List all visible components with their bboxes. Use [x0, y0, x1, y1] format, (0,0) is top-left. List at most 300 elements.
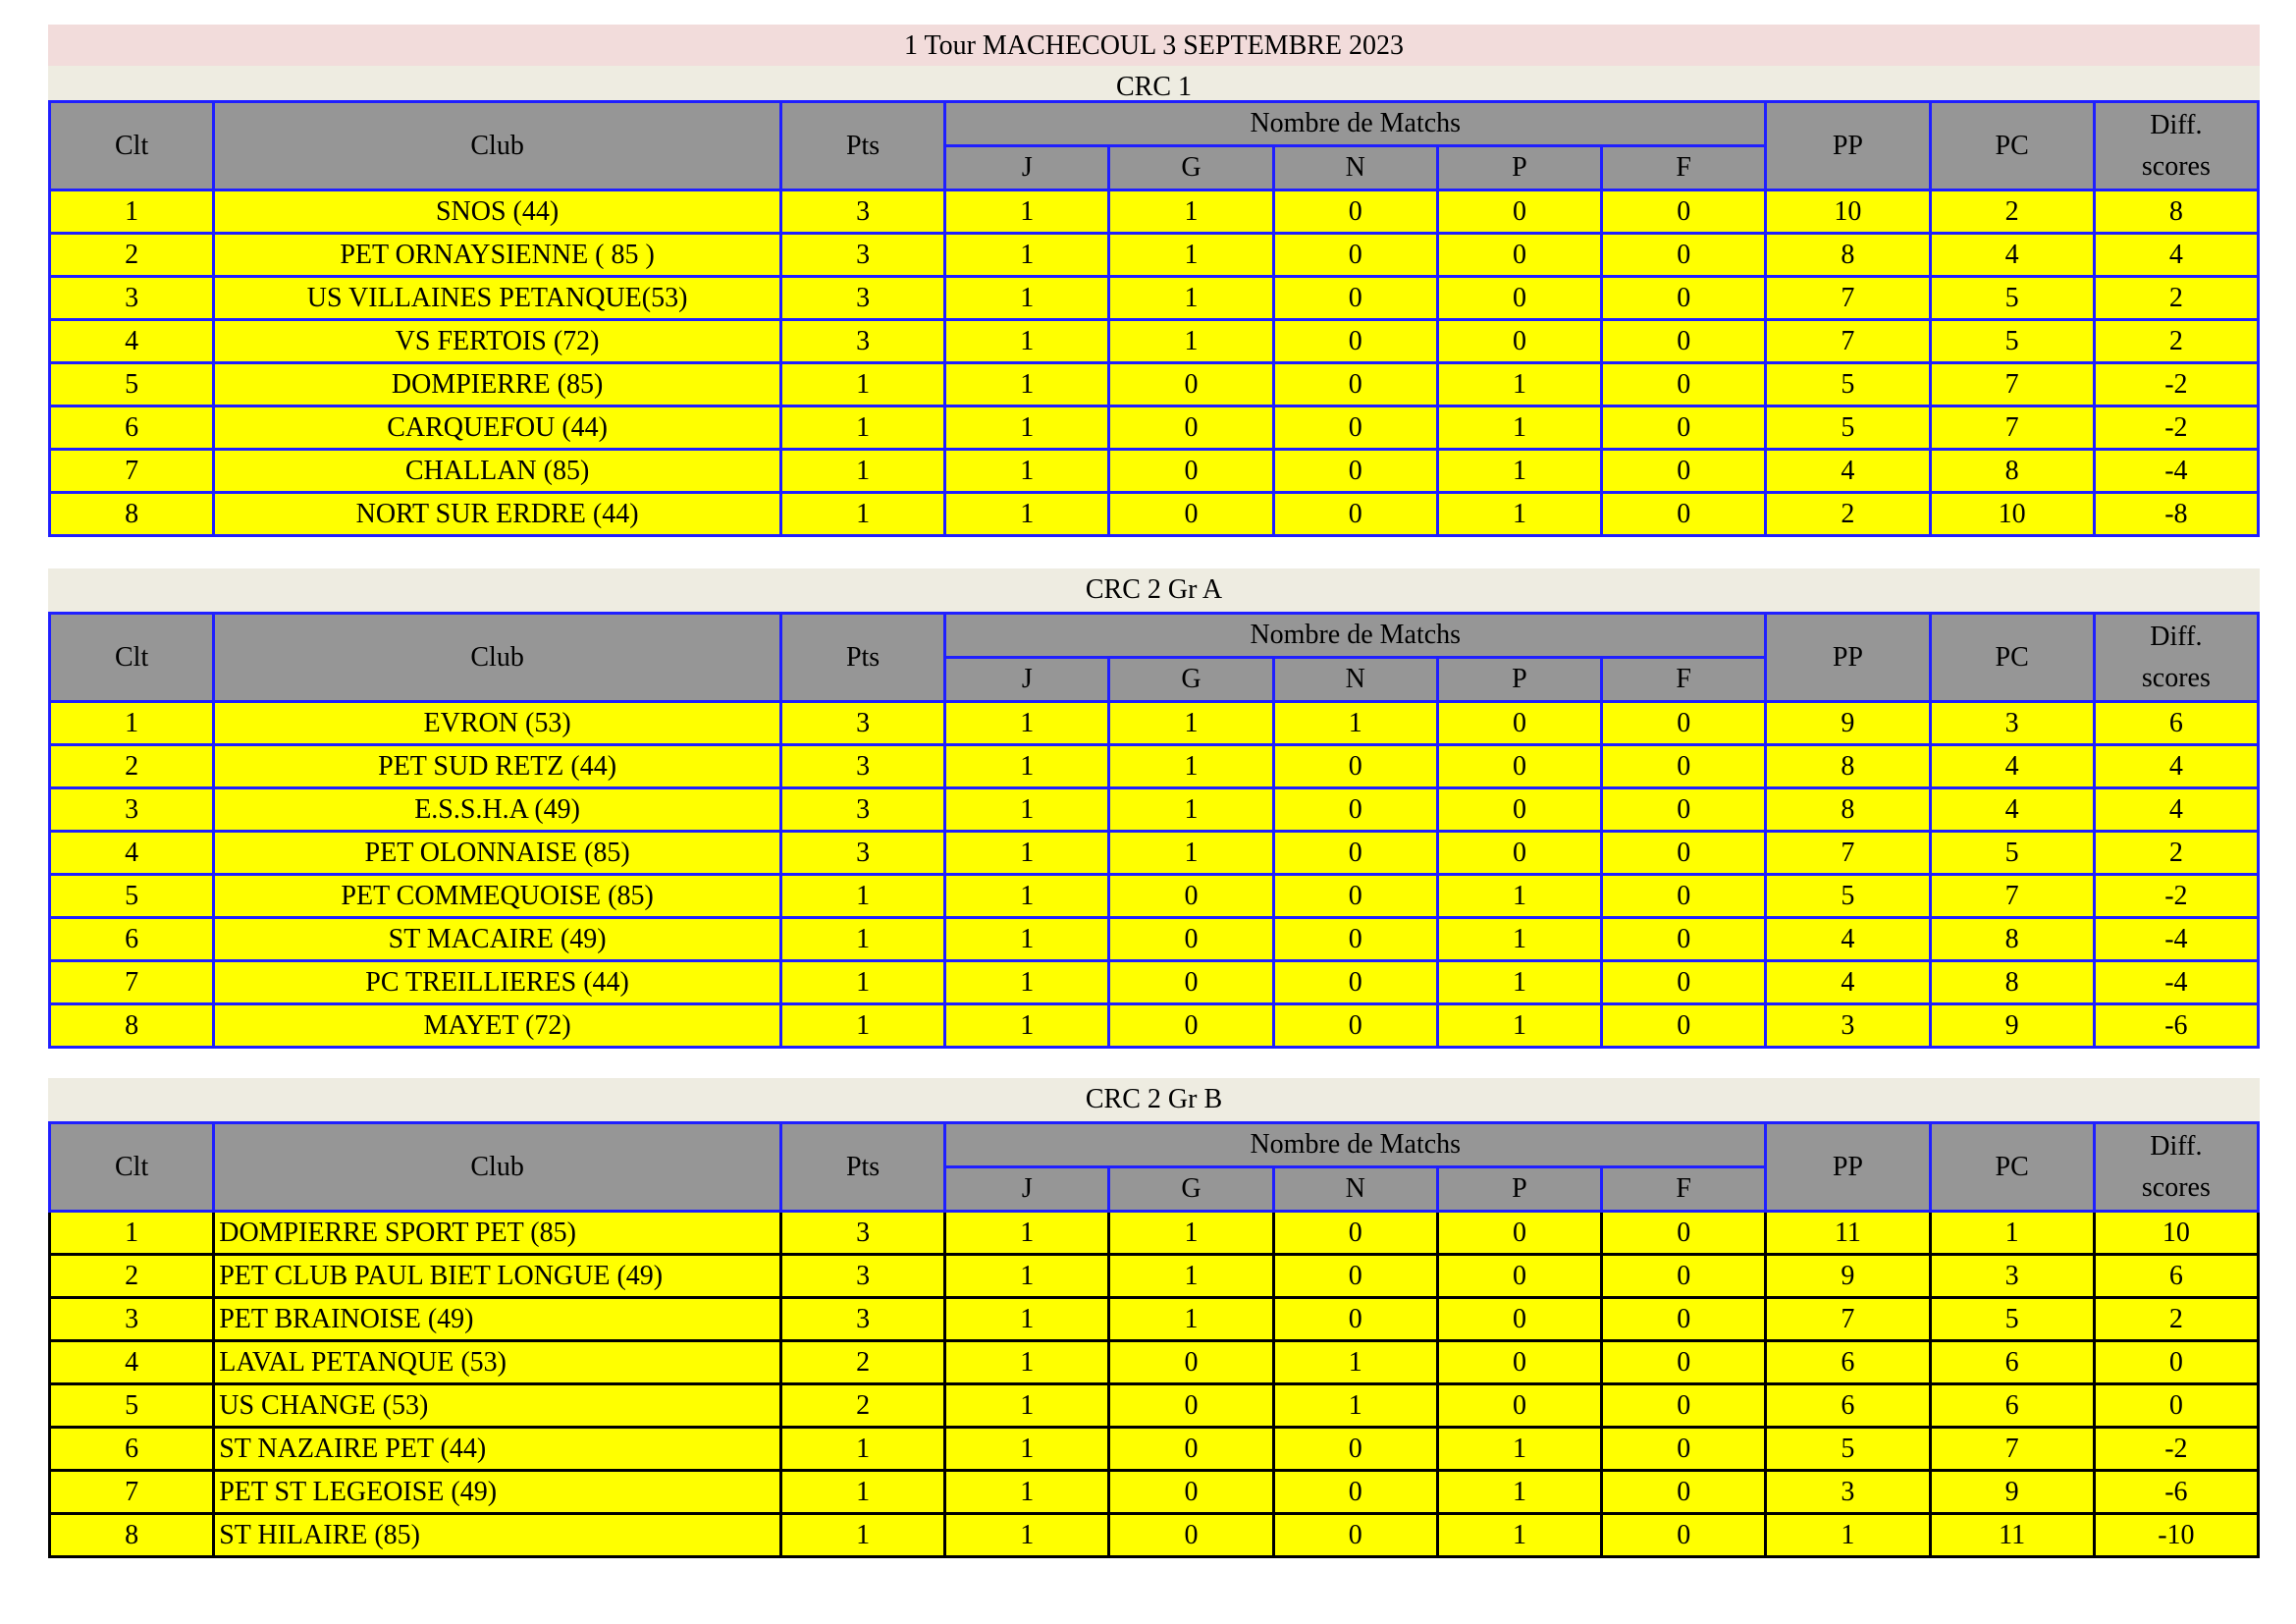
cell-f: 0 [1602, 190, 1766, 234]
table-row [50, 875, 2259, 918]
cell-diff: 4 [2094, 788, 2258, 832]
cell-pc: 4 [1930, 788, 2094, 832]
cell-pc: 9 [1930, 1471, 2094, 1514]
cell-p: 0 [1437, 1212, 1601, 1255]
col-header-diff-line2: scores [2141, 1171, 2211, 1203]
cell-pc: 6 [1930, 1341, 2094, 1384]
cell-pts: 3 [780, 745, 944, 788]
cell-g: 0 [1109, 1428, 1273, 1471]
col-header-n: N [1273, 146, 1437, 190]
cell-g: 1 [1109, 1212, 1273, 1255]
cell-club: NORT SUR ERDRE (44) [214, 493, 781, 536]
cell-diff: -10 [2094, 1514, 2258, 1557]
cell-diff: 2 [2094, 277, 2258, 320]
section-title-crc2-gr-b: CRC 2 Gr B [48, 1078, 2260, 1121]
table-row [50, 234, 2259, 277]
cell-j: 1 [945, 702, 1109, 745]
cell-pc: 9 [1930, 1004, 2094, 1048]
cell-pp: 5 [1766, 1428, 1930, 1471]
section-title-crc2-gr-a: CRC 2 Gr A [48, 568, 2260, 612]
cell-n: 0 [1273, 832, 1437, 875]
cell-clt: 8 [50, 493, 214, 536]
table-row [50, 1255, 2259, 1298]
cell-j: 1 [945, 1255, 1109, 1298]
cell-pc: 3 [1930, 702, 2094, 745]
table-row [50, 918, 2259, 961]
cell-pts: 1 [780, 450, 944, 493]
cell-f: 0 [1602, 702, 1766, 745]
cell-n: 0 [1273, 875, 1437, 918]
cell-p: 0 [1437, 234, 1601, 277]
cell-pp: 2 [1766, 493, 1930, 536]
cell-pc: 7 [1930, 875, 2094, 918]
cell-club: VS FERTOIS (72) [214, 320, 781, 363]
cell-clt: 1 [50, 702, 214, 745]
col-header-f: F [1602, 1167, 1766, 1212]
cell-clt: 3 [50, 1298, 214, 1341]
cell-pp: 6 [1766, 1341, 1930, 1384]
col-header-g: G [1109, 1167, 1273, 1212]
cell-club: ST NAZAIRE PET (44) [214, 1428, 781, 1471]
table-row [50, 702, 2259, 745]
cell-clt: 5 [50, 1384, 214, 1428]
cell-j: 1 [945, 277, 1109, 320]
cell-f: 0 [1602, 1255, 1766, 1298]
cell-j: 1 [945, 1341, 1109, 1384]
table-row [50, 277, 2259, 320]
cell-g: 1 [1109, 745, 1273, 788]
cell-clt: 2 [50, 745, 214, 788]
cell-pc: 11 [1930, 1514, 2094, 1557]
table-row [50, 832, 2259, 875]
cell-diff: -4 [2094, 450, 2258, 493]
cell-g: 0 [1109, 493, 1273, 536]
cell-clt: 3 [50, 788, 214, 832]
cell-p: 1 [1437, 363, 1601, 406]
cell-p: 0 [1437, 277, 1601, 320]
cell-club: PET BRAINOISE (49) [214, 1298, 781, 1341]
cell-club: EVRON (53) [214, 702, 781, 745]
cell-p: 0 [1437, 745, 1601, 788]
cell-club: PET CLUB PAUL BIET LONGUE (49) [214, 1255, 781, 1298]
table-row [50, 450, 2259, 493]
cell-n: 1 [1273, 1341, 1437, 1384]
cell-pts: 3 [780, 832, 944, 875]
cell-pp: 8 [1766, 788, 1930, 832]
col-header-n: N [1273, 658, 1437, 702]
col-header-pts: Pts [780, 102, 944, 190]
table-row [50, 1004, 2259, 1048]
cell-n: 0 [1273, 1004, 1437, 1048]
cell-n: 0 [1273, 745, 1437, 788]
cell-g: 1 [1109, 320, 1273, 363]
cell-pc: 8 [1930, 450, 2094, 493]
cell-clt: 7 [50, 450, 214, 493]
cell-j: 1 [945, 1298, 1109, 1341]
cell-pts: 3 [780, 1212, 944, 1255]
section-title-crc1: CRC 1 [48, 66, 2260, 109]
cell-pts: 1 [780, 1471, 944, 1514]
cell-club: DOMPIERRE SPORT PET (85) [214, 1212, 781, 1255]
cell-p: 0 [1437, 1341, 1601, 1384]
col-header-clt: Clt [50, 102, 214, 190]
cell-pc: 6 [1930, 1384, 2094, 1428]
cell-f: 0 [1602, 1428, 1766, 1471]
col-header-j: J [945, 658, 1109, 702]
standings-table-crc1 [48, 100, 2260, 537]
cell-pts: 1 [780, 961, 944, 1004]
col-header-diff-line2: scores [2141, 662, 2211, 693]
table-row [50, 493, 2259, 536]
cell-pts: 1 [780, 875, 944, 918]
cell-p: 1 [1437, 1471, 1601, 1514]
cell-g: 1 [1109, 788, 1273, 832]
cell-pts: 2 [780, 1384, 944, 1428]
cell-pp: 10 [1766, 190, 1930, 234]
cell-diff: -8 [2094, 493, 2258, 536]
cell-f: 0 [1602, 1514, 1766, 1557]
cell-club: MAYET (72) [214, 1004, 781, 1048]
cell-n: 0 [1273, 450, 1437, 493]
col-header-matches: Nombre de Matchs [945, 614, 1766, 658]
cell-diff: -2 [2094, 406, 2258, 450]
cell-n: 0 [1273, 1298, 1437, 1341]
col-header-f: F [1602, 146, 1766, 190]
cell-f: 0 [1602, 320, 1766, 363]
cell-club: ST HILAIRE (85) [214, 1514, 781, 1557]
cell-p: 0 [1437, 702, 1601, 745]
cell-f: 0 [1602, 406, 1766, 450]
table-row [50, 363, 2259, 406]
cell-club: PET SUD RETZ (44) [214, 745, 781, 788]
cell-pc: 7 [1930, 406, 2094, 450]
cell-f: 0 [1602, 961, 1766, 1004]
cell-pp: 4 [1766, 961, 1930, 1004]
cell-diff: 8 [2094, 190, 2258, 234]
cell-diff: 2 [2094, 1298, 2258, 1341]
cell-clt: 8 [50, 1004, 214, 1048]
cell-p: 0 [1437, 788, 1601, 832]
cell-pp: 5 [1766, 875, 1930, 918]
col-header-clt: Clt [50, 614, 214, 702]
cell-pp: 7 [1766, 832, 1930, 875]
col-header-club: Club [214, 1123, 781, 1212]
cell-pp: 6 [1766, 1384, 1930, 1428]
cell-pts: 3 [780, 702, 944, 745]
cell-pc: 5 [1930, 1298, 2094, 1341]
cell-pc: 7 [1930, 1428, 2094, 1471]
table-row [50, 1212, 2259, 1255]
cell-j: 1 [945, 1514, 1109, 1557]
col-header-diff [2094, 614, 2258, 702]
standings-table-crc2-gr-b [48, 1121, 2260, 1558]
cell-club: US VILLAINES PETANQUE(53) [214, 277, 781, 320]
cell-g: 1 [1109, 277, 1273, 320]
cell-f: 0 [1602, 277, 1766, 320]
standings-body-crc2-gr-b [50, 1212, 2259, 1557]
cell-pp: 7 [1766, 277, 1930, 320]
cell-club: PET COMMEQUOISE (85) [214, 875, 781, 918]
cell-diff: -6 [2094, 1004, 2258, 1048]
cell-n: 0 [1273, 320, 1437, 363]
cell-pts: 3 [780, 234, 944, 277]
col-header-clt: Clt [50, 1123, 214, 1212]
cell-g: 0 [1109, 1471, 1273, 1514]
table-row [50, 745, 2259, 788]
table-row [50, 961, 2259, 1004]
col-header-p: P [1437, 1167, 1601, 1212]
col-header-pp: PP [1766, 614, 1930, 702]
col-header-p: P [1437, 658, 1601, 702]
cell-pp: 5 [1766, 363, 1930, 406]
cell-j: 1 [945, 875, 1109, 918]
table-row [50, 320, 2259, 363]
cell-pp: 8 [1766, 234, 1930, 277]
cell-f: 0 [1602, 450, 1766, 493]
cell-pts: 1 [780, 1428, 944, 1471]
cell-pp: 8 [1766, 745, 1930, 788]
cell-pc: 4 [1930, 745, 2094, 788]
col-header-diff-line1: Diff. [2150, 1130, 2203, 1162]
cell-f: 0 [1602, 875, 1766, 918]
cell-f: 0 [1602, 234, 1766, 277]
cell-pts: 3 [780, 1298, 944, 1341]
cell-f: 0 [1602, 788, 1766, 832]
cell-pp: 3 [1766, 1471, 1930, 1514]
cell-p: 0 [1437, 1255, 1601, 1298]
cell-pp: 4 [1766, 918, 1930, 961]
cell-g: 0 [1109, 918, 1273, 961]
col-header-g: G [1109, 658, 1273, 702]
cell-clt: 6 [50, 918, 214, 961]
cell-f: 0 [1602, 918, 1766, 961]
cell-diff: -4 [2094, 961, 2258, 1004]
cell-pts: 1 [780, 1004, 944, 1048]
cell-j: 1 [945, 745, 1109, 788]
cell-j: 1 [945, 450, 1109, 493]
cell-p: 0 [1437, 832, 1601, 875]
cell-p: 1 [1437, 406, 1601, 450]
cell-f: 0 [1602, 493, 1766, 536]
cell-f: 0 [1602, 1341, 1766, 1384]
cell-pp: 9 [1766, 702, 1930, 745]
cell-pp: 4 [1766, 450, 1930, 493]
cell-clt: 2 [50, 1255, 214, 1298]
cell-diff: 6 [2094, 1255, 2258, 1298]
cell-p: 1 [1437, 961, 1601, 1004]
cell-diff: 4 [2094, 234, 2258, 277]
col-header-f: F [1602, 658, 1766, 702]
cell-club: SNOS (44) [214, 190, 781, 234]
cell-n: 1 [1273, 1384, 1437, 1428]
cell-diff: 0 [2094, 1384, 2258, 1428]
cell-g: 1 [1109, 190, 1273, 234]
cell-f: 0 [1602, 363, 1766, 406]
cell-club: E.S.S.H.A (49) [214, 788, 781, 832]
cell-pp: 1 [1766, 1514, 1930, 1557]
cell-g: 0 [1109, 875, 1273, 918]
cell-f: 0 [1602, 745, 1766, 788]
cell-j: 1 [945, 832, 1109, 875]
cell-clt: 6 [50, 1428, 214, 1471]
col-header-pc: PC [1930, 1123, 2094, 1212]
table-row [50, 1471, 2259, 1514]
standings-body-crc1 [50, 190, 2259, 536]
cell-j: 1 [945, 1471, 1109, 1514]
cell-club: DOMPIERRE (85) [214, 363, 781, 406]
cell-g: 1 [1109, 832, 1273, 875]
cell-club: CHALLAN (85) [214, 450, 781, 493]
col-header-pp: PP [1766, 102, 1930, 190]
cell-club: PC TREILLIERES (44) [214, 961, 781, 1004]
cell-club: LAVAL PETANQUE (53) [214, 1341, 781, 1384]
cell-g: 1 [1109, 1298, 1273, 1341]
cell-diff: 10 [2094, 1212, 2258, 1255]
cell-diff: 2 [2094, 832, 2258, 875]
cell-n: 0 [1273, 1471, 1437, 1514]
col-header-diff-line1: Diff. [2150, 621, 2203, 652]
cell-g: 0 [1109, 406, 1273, 450]
table-row [50, 1298, 2259, 1341]
cell-clt: 4 [50, 1341, 214, 1384]
cell-g: 0 [1109, 450, 1273, 493]
cell-n: 0 [1273, 961, 1437, 1004]
cell-pc: 7 [1930, 363, 2094, 406]
cell-f: 0 [1602, 1004, 1766, 1048]
table-row [50, 1428, 2259, 1471]
cell-p: 0 [1437, 320, 1601, 363]
cell-pp: 3 [1766, 1004, 1930, 1048]
cell-pc: 4 [1930, 234, 2094, 277]
cell-pp: 7 [1766, 320, 1930, 363]
table-row [50, 1384, 2259, 1428]
col-header-club: Club [214, 102, 781, 190]
cell-j: 1 [945, 961, 1109, 1004]
cell-n: 0 [1273, 788, 1437, 832]
cell-pts: 1 [780, 406, 944, 450]
col-header-j: J [945, 1167, 1109, 1212]
cell-diff: -6 [2094, 1471, 2258, 1514]
cell-f: 0 [1602, 1384, 1766, 1428]
cell-club: PET ORNAYSIENNE ( 85 ) [214, 234, 781, 277]
cell-g: 0 [1109, 1384, 1273, 1428]
cell-j: 1 [945, 320, 1109, 363]
col-header-pp: PP [1766, 1123, 1930, 1212]
col-header-club: Club [214, 614, 781, 702]
cell-pc: 8 [1930, 961, 2094, 1004]
cell-p: 1 [1437, 1514, 1601, 1557]
cell-clt: 1 [50, 1212, 214, 1255]
table-row [50, 788, 2259, 832]
cell-pts: 3 [780, 1255, 944, 1298]
cell-p: 0 [1437, 190, 1601, 234]
cell-clt: 4 [50, 832, 214, 875]
cell-n: 0 [1273, 918, 1437, 961]
col-header-pts: Pts [780, 1123, 944, 1212]
cell-f: 0 [1602, 1471, 1766, 1514]
cell-clt: 8 [50, 1514, 214, 1557]
col-header-j: J [945, 146, 1109, 190]
cell-n: 0 [1273, 234, 1437, 277]
cell-p: 1 [1437, 493, 1601, 536]
col-header-diff-line2: scores [2141, 150, 2211, 182]
col-header-g: G [1109, 146, 1273, 190]
cell-p: 1 [1437, 1428, 1601, 1471]
cell-j: 1 [945, 493, 1109, 536]
cell-f: 0 [1602, 1298, 1766, 1341]
standings-body-crc2-gr-a [50, 702, 2259, 1048]
cell-pts: 3 [780, 320, 944, 363]
cell-n: 0 [1273, 363, 1437, 406]
col-header-p: P [1437, 146, 1601, 190]
cell-clt: 2 [50, 234, 214, 277]
cell-pp: 7 [1766, 1298, 1930, 1341]
col-header-n: N [1273, 1167, 1437, 1212]
cell-j: 1 [945, 406, 1109, 450]
cell-g: 1 [1109, 234, 1273, 277]
cell-n: 0 [1273, 1212, 1437, 1255]
page-title: 1 Tour MACHECOUL 3 SEPTEMBRE 2023 [48, 25, 2260, 68]
cell-diff: -2 [2094, 1428, 2258, 1471]
col-header-diff [2094, 1123, 2258, 1212]
col-header-pc: PC [1930, 102, 2094, 190]
cell-g: 0 [1109, 363, 1273, 406]
cell-diff: -4 [2094, 918, 2258, 961]
cell-n: 0 [1273, 406, 1437, 450]
cell-g: 1 [1109, 702, 1273, 745]
col-header-pts: Pts [780, 614, 944, 702]
cell-g: 0 [1109, 1004, 1273, 1048]
cell-p: 1 [1437, 875, 1601, 918]
cell-j: 1 [945, 1384, 1109, 1428]
cell-j: 1 [945, 1212, 1109, 1255]
cell-p: 1 [1437, 450, 1601, 493]
cell-diff: -2 [2094, 875, 2258, 918]
col-header-pc: PC [1930, 614, 2094, 702]
cell-diff: -2 [2094, 363, 2258, 406]
cell-pp: 5 [1766, 406, 1930, 450]
cell-pc: 2 [1930, 190, 2094, 234]
cell-g: 0 [1109, 961, 1273, 1004]
cell-clt: 3 [50, 277, 214, 320]
cell-pts: 3 [780, 277, 944, 320]
cell-diff: 4 [2094, 745, 2258, 788]
cell-clt: 5 [50, 363, 214, 406]
cell-pts: 2 [780, 1341, 944, 1384]
cell-pc: 5 [1930, 320, 2094, 363]
cell-pc: 5 [1930, 832, 2094, 875]
cell-j: 1 [945, 918, 1109, 961]
cell-n: 0 [1273, 190, 1437, 234]
col-header-matches: Nombre de Matchs [945, 102, 1766, 146]
cell-clt: 5 [50, 875, 214, 918]
table-row [50, 1514, 2259, 1557]
cell-club: CARQUEFOU (44) [214, 406, 781, 450]
cell-pts: 1 [780, 493, 944, 536]
cell-club: PET ST LEGEOISE (49) [214, 1471, 781, 1514]
col-header-diff [2094, 102, 2258, 190]
cell-pp: 9 [1766, 1255, 1930, 1298]
cell-pts: 3 [780, 190, 944, 234]
cell-club: US CHANGE (53) [214, 1384, 781, 1428]
cell-diff: 6 [2094, 702, 2258, 745]
cell-g: 1 [1109, 1255, 1273, 1298]
cell-p: 0 [1437, 1384, 1601, 1428]
cell-f: 0 [1602, 832, 1766, 875]
cell-n: 0 [1273, 277, 1437, 320]
cell-pc: 5 [1930, 277, 2094, 320]
cell-j: 1 [945, 1428, 1109, 1471]
